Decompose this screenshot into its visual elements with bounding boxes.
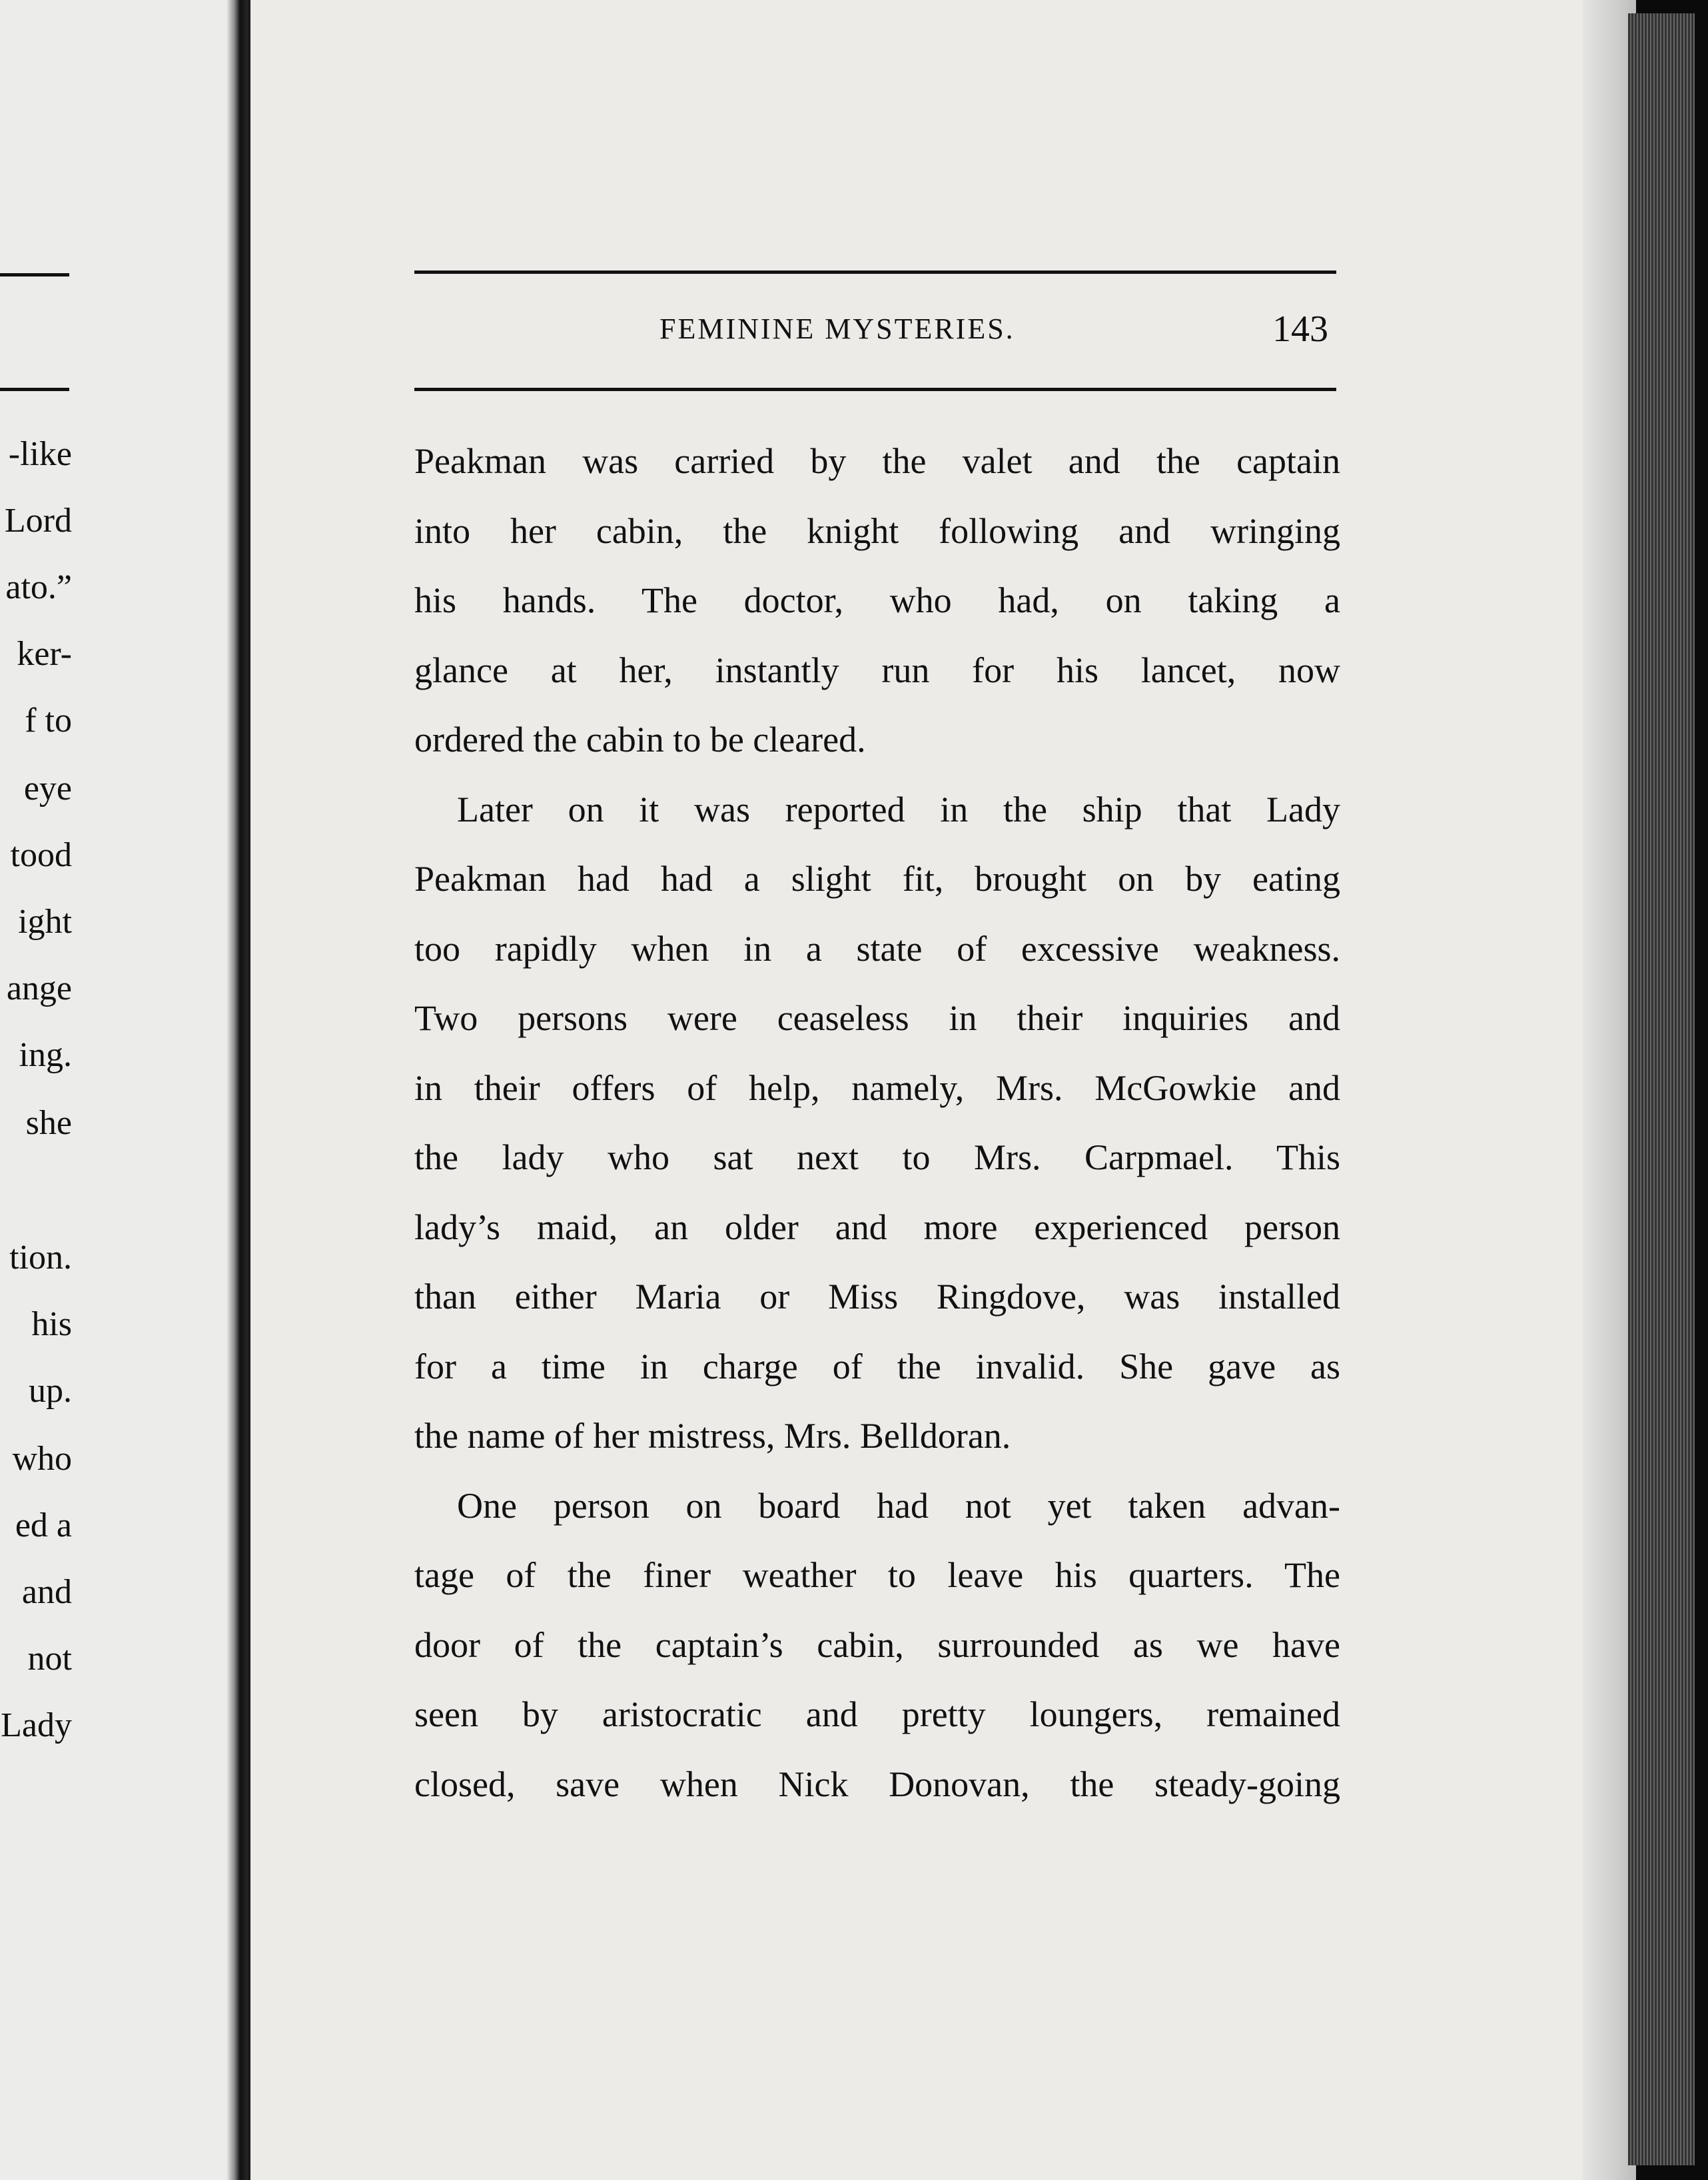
left-line-fragment: -like (8, 435, 72, 473)
text-line: too rapidly when in a state of excessive weakness. (414, 928, 1340, 969)
text-line: door of the captain’s cabin, surrounded as we have (414, 1624, 1340, 1665)
page-stack-edge (1628, 13, 1695, 2165)
left-line-fragment: Lord (4, 502, 72, 540)
text-line: his hands. The doctor, who had, on taking a (414, 580, 1340, 620)
text-line: Later on it was reported in the ship that Lady (457, 789, 1340, 829)
left-line-fragment: tood (10, 836, 72, 874)
text-line: into her cabin, the knight following and wringing (414, 510, 1340, 551)
text-line: the lady who sat next to Mrs. Carpmael. This (414, 1137, 1340, 1177)
text-line: Two persons were ceaseless in their inquiries and (414, 998, 1340, 1038)
text-line: closed, save when Nick Donovan, the steady-going (414, 1764, 1340, 1804)
left-line-fragment: up. (29, 1372, 72, 1410)
text-line: lady’s maid, an older and more experienced person (414, 1207, 1340, 1247)
left-line-fragment: not (27, 1640, 72, 1678)
left-line-fragment: Lady (1, 1706, 72, 1744)
left-line-fragment: ight (18, 903, 72, 941)
left-line-fragment: ing. (19, 1036, 72, 1074)
facing-page-left (0, 0, 226, 2180)
left-line-fragment: ange (6, 969, 72, 1007)
text-line: Peakman was carried by the valet and the captain (414, 441, 1340, 481)
text-line: Peakman had had a slight fit, brought on by eating (414, 859, 1340, 899)
text-line: One person on board had not yet taken advan- (457, 1485, 1340, 1526)
left-line-fragment: eye (23, 770, 72, 808)
book-gutter (226, 0, 249, 2180)
left-line-fragment: who (12, 1440, 72, 1478)
header-rule-top (414, 271, 1336, 274)
left-line-fragment: f to (25, 702, 72, 740)
running-head: FEMININE MYSTERIES. (659, 312, 1015, 345)
page-number: 143 (1272, 308, 1328, 350)
left-line-fragment: ker- (17, 635, 72, 673)
text-line: seen by aristocratic and pretty loungers, remained (414, 1694, 1340, 1734)
text-line: ordered the cabin to be cleared. (414, 720, 866, 760)
text-line: the name of her mistress, Mrs. Belldoran. (414, 1416, 1011, 1456)
left-line-fragment: she (25, 1104, 72, 1142)
body-text (414, 426, 1340, 1819)
text-line: in their offers of help, namely, Mrs. McGowkie and (414, 1067, 1340, 1108)
left-line-fragment: ato.” (5, 568, 72, 606)
left-line-fragment: and (21, 1573, 72, 1611)
header-rule-bottom (414, 388, 1336, 391)
text-line: than either Maria or Miss Ringdove, was installed (414, 1277, 1340, 1317)
left-page-text (0, 0, 226, 2180)
text-line: tage of the finer weather to leave his quarters. The (414, 1555, 1340, 1595)
text-line: for a time in charge of the invalid. She gave as (414, 1346, 1340, 1386)
left-line-fragment: his (31, 1305, 72, 1343)
text-line: glance at her, instantly run for his lancet, now (414, 650, 1340, 690)
left-line-fragment: tion. (9, 1239, 72, 1277)
left-line-fragment: ed a (15, 1506, 72, 1544)
